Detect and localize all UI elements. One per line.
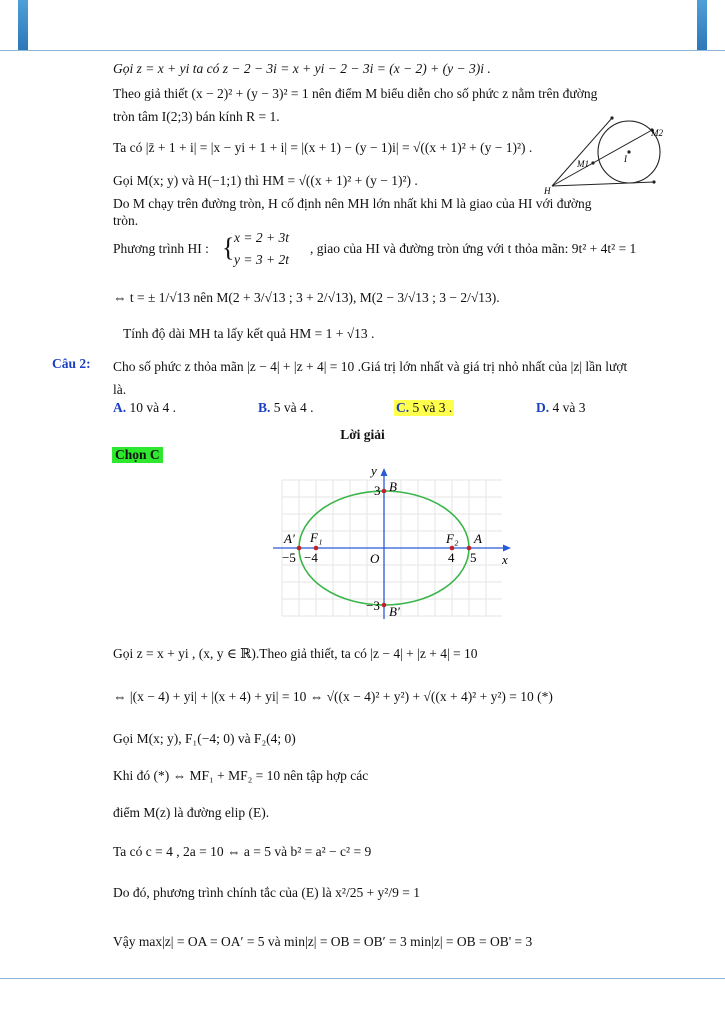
origin-label: O	[370, 551, 380, 566]
sol1-line1: Gọi z = x + yi ta có z − 2 − 3i = x + yi − 2 − 3i = (x − 2) + (y − 3)i .	[113, 61, 491, 76]
option-b-text: 5 và 4 .	[273, 400, 314, 415]
point-a-prime	[297, 546, 302, 551]
tick-x-5: 5	[470, 550, 477, 565]
x-axis-label: x	[502, 552, 508, 567]
sol1-line8b: , giao của HI và đường tròn ứng với t thỏa mãn: 9t² + 4t² = 1	[310, 241, 637, 256]
sol1-line3: tròn tâm I(2;3) bán kính R = 1.	[113, 109, 280, 124]
option-b[interactable]	[258, 400, 314, 416]
option-a-letter: A.	[113, 400, 127, 415]
point-b-prime	[382, 603, 387, 608]
sol1-line10: Tính độ dài MH ta lấy kết quả HM = 1 + √13 .	[123, 326, 375, 341]
tick-x-4: 4	[448, 550, 455, 565]
tangent-point-2	[652, 180, 655, 183]
option-a-text: 10 và 4 .	[129, 400, 176, 415]
label-b-prime: B′	[389, 604, 400, 619]
y-axis-label: y	[371, 464, 377, 478]
header-right-accent	[697, 0, 707, 50]
x-axis-arrow-icon	[503, 545, 511, 552]
y-axis-arrow-icon	[381, 468, 388, 476]
label-i: I	[624, 154, 627, 164]
option-d[interactable]	[536, 400, 586, 416]
footer-line	[0, 978, 725, 979]
option-c-letter: C.	[396, 400, 410, 415]
tangent-point-1	[610, 116, 613, 119]
solution-heading: Lời giải	[340, 427, 385, 442]
tick-y-3: 3	[374, 483, 381, 498]
sol2-line6: Ta có c = 4 , 2a = 10 ⇔ a = 5 và b² = a² − c² = 9	[113, 844, 372, 859]
label-h: H	[544, 186, 551, 196]
label-m2: M2	[651, 128, 663, 138]
sol1-line9: ⇔ t = ± 1/√13 nên M(2 + 3/√13 ; 3 + 2/√13), M(2 − 3/√13 ; 3 − 2/√13).	[113, 290, 500, 305]
label-m1: M1	[577, 159, 589, 169]
circle-figure	[540, 108, 680, 196]
sol1-line6: Do M chạy trên đường tròn, H cố định nên MH lớn nhất khi M là giao của HI với đường	[113, 196, 592, 211]
label-a-prime: A′	[284, 531, 295, 546]
sol2-line7: Do đó, phương trình chính tắc của (E) là x²/25 + y²/9 = 1	[113, 885, 420, 900]
question-text-line2: là.	[113, 382, 127, 397]
sol2-line3: Gọi M(x; y), F₁(−4; 0) và F₂(4; 0)	[113, 731, 296, 746]
sol1-line4: Ta có |z̄ + 1 + i| = |x − yi + 1 + i| = |(x + 1) − (y − 1)i| = √((x + 1)² + (y − 1)²) .	[113, 140, 533, 155]
sol1-line7: tròn.	[113, 213, 139, 228]
sol2-line8: Vậy max|z| = OA = OA′ = 5 và min|z| = OB = OB′ = 3 min|z| = OB = OB' = 3	[113, 934, 533, 949]
sol2-line1: Gọi z = x + yi , (x, y ∈ ℝ).Theo giả thiết, ta có |z − 4| + |z + 4| = 10	[113, 646, 478, 661]
label-b: B	[389, 479, 397, 494]
option-b-letter: B.	[258, 400, 271, 415]
tick-x-neg5: −5	[282, 550, 296, 565]
system-eq2: y = 3 + 2t	[234, 252, 289, 267]
sol2-line4: Khi đó (*) ⇔ MF₁ + MF₂ = 10 nên tập hợp các	[113, 768, 369, 783]
point-m1	[591, 161, 594, 164]
point-b	[382, 489, 387, 494]
chosen-answer-badge: Chọn C	[112, 447, 163, 463]
option-a[interactable]	[113, 400, 176, 416]
sol1-line5: Gọi M(x; y) và H(−1;1) thì HM = √((x + 1)² + (y − 1)²) .	[113, 173, 418, 188]
line-hi	[552, 130, 652, 186]
option-d-text: 4 và 3	[552, 400, 586, 415]
tangent-line-2	[552, 182, 654, 186]
sol2-line2: ⇔ |(x − 4) + yi| + |(x + 4) + yi| = 10 ⇔ √((x − 4)² + y²) + √((x + 4)² + y²) = 10 (*)	[113, 689, 553, 704]
system-eq1: x = 2 + 3t	[234, 230, 289, 245]
system-brace: {	[222, 233, 235, 262]
label-a: A	[474, 531, 482, 546]
header-left-accent	[18, 0, 28, 50]
option-d-letter: D.	[536, 400, 550, 415]
tangent-line-1	[552, 118, 612, 186]
tick-x-neg4: −4	[304, 550, 318, 565]
label-f2: F₂	[446, 531, 459, 546]
option-c-selected[interactable]	[394, 400, 454, 416]
point-i	[627, 150, 630, 153]
ellipse-figure	[270, 464, 520, 624]
option-c-text: 5 và 3 .	[412, 400, 453, 415]
label-f1: F₁	[310, 530, 323, 545]
page-header-bar	[0, 0, 725, 51]
tick-y-neg3: −3	[366, 598, 380, 613]
question-text-line1: Cho số phức z thỏa mãn |z − 4| + |z + 4| = 10 .Giá trị lớn nhất và giá trị nhỏ nhất của |z| lần lượt	[113, 359, 628, 374]
sol2-line5: điểm M(z) là đường elip (E).	[113, 805, 270, 820]
question-label: Câu 2:	[52, 356, 91, 371]
sol1-line2: Theo giả thiết (x − 2)² + (y − 3)² = 1 nên điểm M biểu diễn cho số phức z nằm trên đường	[113, 86, 598, 101]
sol1-line8a: Phương trình HI :	[113, 241, 209, 256]
